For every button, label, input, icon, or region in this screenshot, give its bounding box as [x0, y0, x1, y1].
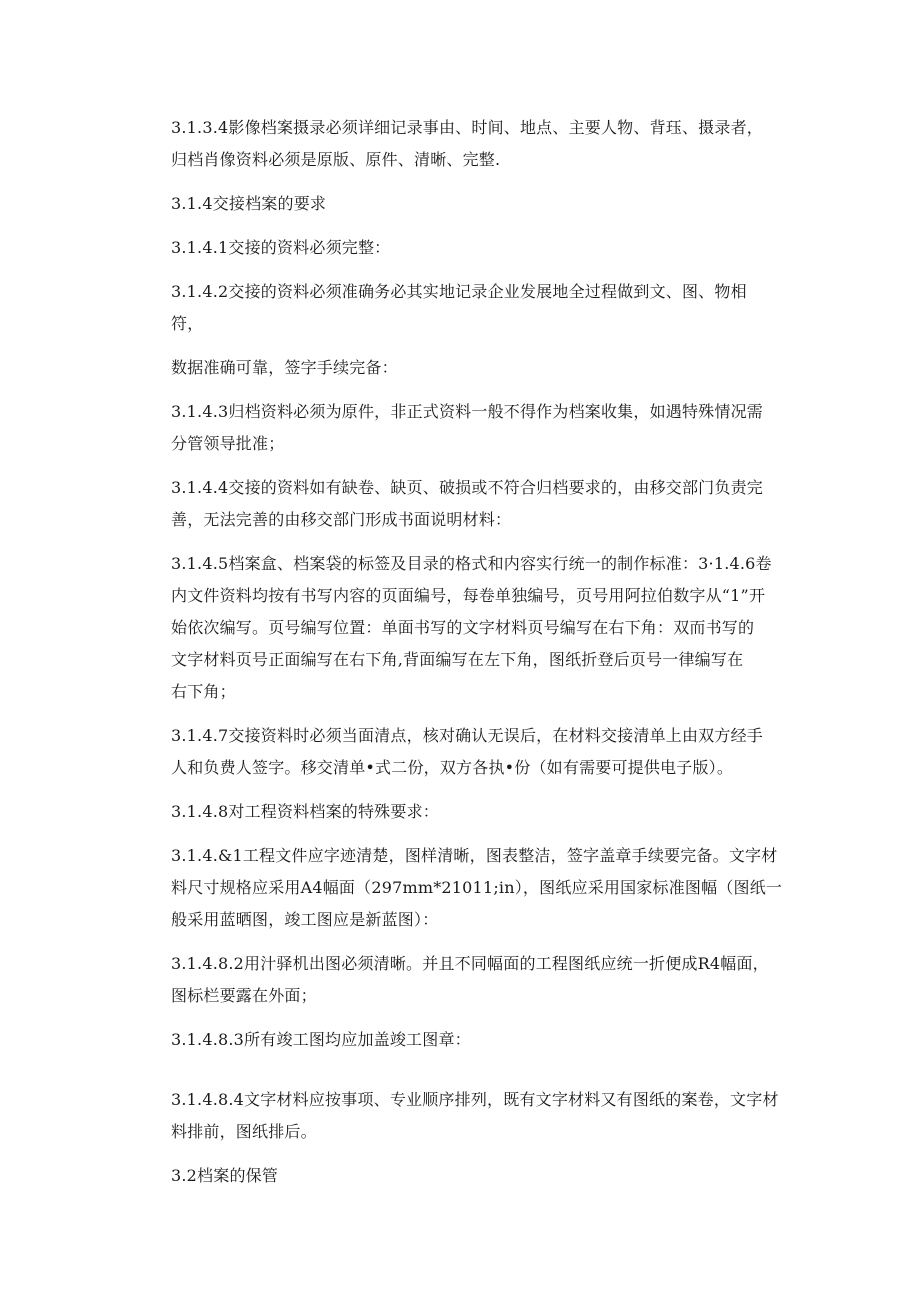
text-line: 数据准确可靠，签字手续完备： — [171, 358, 398, 377]
text-line: 始依次编写。页号编写位置：单面书写的文字材料页号编写在右下角：双而书写的 — [171, 618, 755, 637]
text-line: 3.1.4.&1工程文件应字迹清楚，图样清晰，图表整洁，签字盖章手续要完备。文字材 — [171, 846, 778, 865]
text-line: 3.1.4.1交接的资料必须完整： — [171, 238, 391, 257]
text-line: 料尺寸规格应采用A4幅面（297mm*21011;in），图纸应采用国家标准图幅（图纸一 — [171, 878, 783, 897]
text-line: 归档肖像资料必须是原版、原件、清晰、完整. — [171, 150, 501, 169]
text-line: 3.1.4.3归档资料必须为原件，非正式资料一般不得作为档案收集，如遇特殊情况需 — [171, 402, 763, 421]
text-line: 文字材料页号正面编写在右下角,背面编写在左下角，图纸折登后页号一律编写在 — [171, 650, 744, 669]
section-heading: 3.2档案的保管 — [171, 1166, 279, 1185]
text-line: 内文件资料均按有书写内容的页面编号，每卷单独编号，页号用阿拉伯数字从“1”开 — [171, 586, 766, 605]
document-body — [171, 112, 811, 1192]
text-line: 分管领导批准； — [171, 434, 285, 453]
text-line: 料排前，图纸排后。 — [171, 1122, 317, 1141]
text-line: 善，无法完善的由移交部门形成书面说明材料： — [171, 510, 512, 529]
text-line: 3.1.4.4交接的资料如有缺卷、缺页、破损或不符合归档要求的，由移交部门负责完 — [171, 478, 763, 497]
text-line: 3.1.4.2交接的资料必须准确务必其实地记录企业发展地全过程做到文、图、物相 — [171, 282, 747, 301]
text-line: 般采用蓝晒图，竣工图应是新蓝图）： — [171, 910, 439, 929]
text-line: 3.1.4.8.3所有竣工图均应加盖竣工图章： — [171, 1030, 471, 1049]
text-line: 3.1.4.7交接资料时必须当面清点，核对确认无误后，在材料交接清单上由双方经手 — [171, 726, 763, 745]
text-line: 人和负费人签字。移交清单•式二份，双方各执•份（如有需要可提供电子版）。 — [171, 758, 734, 777]
section-heading: 3.1.4交接档案的要求 — [171, 194, 327, 213]
text-line: 3.1.3.4影像档案摄录必须详细记录事由、时间、地点、主要人物、背珏、摄录者， — [171, 118, 763, 137]
text-line: 3.1.4.8.2用汁驿机出图必须清晰。并且不同幅面的工程图纸应统一折便成R4幅面， — [171, 954, 769, 973]
text-line: 3.1.4.5档案盒、档案袋的标签及目录的格式和内容实行统一的制作标准：3·1.4.6卷 — [171, 554, 772, 573]
text-line: 右下角； — [171, 682, 236, 701]
text-line: 图标栏要露在外面； — [171, 986, 317, 1005]
section-heading: 3.1.4.8对工程资料档案的特殊要求： — [171, 802, 439, 821]
text-line: 3.1.4.8.4文字材料应按事项、专业顺序排列，既有文字材料又有图纸的案卷，文字材 — [171, 1090, 779, 1109]
text-line: 符， — [171, 314, 204, 333]
